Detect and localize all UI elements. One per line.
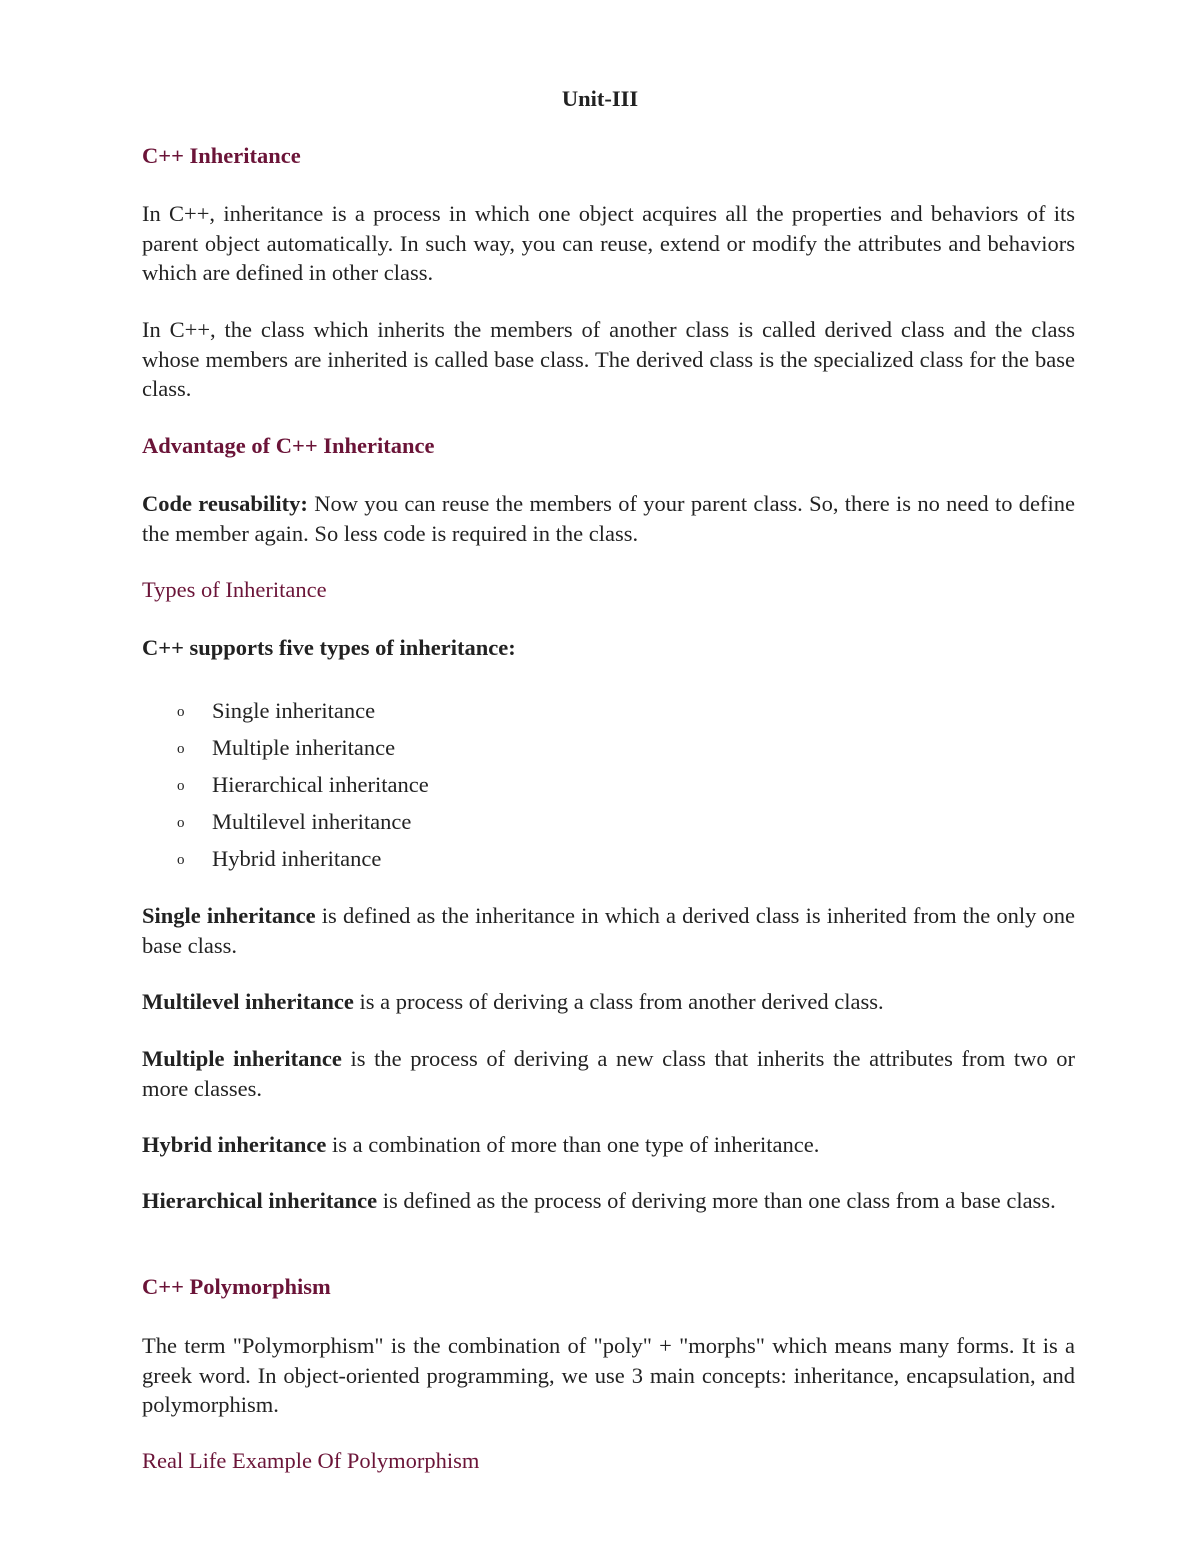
- definition-multiple: Multiple inheritance is the process of deriving a new class that inherits the attributes from two or more classes.: [142, 1046, 1076, 1101]
- paragraph-derived-base-class: In C++, the class which inherits the members of another class is called derived class and the class whose members are inherited is called base class. The derived class is the specialized class for the base class.: [142, 317, 1075, 401]
- types-intro: C++ supports five types of inheritance:: [142, 635, 516, 660]
- list-item: o Multiple inheritance: [142, 734, 1075, 771]
- bullet-icon: o: [177, 815, 185, 831]
- heading-advantage: Advantage of C++ Inheritance: [142, 433, 435, 458]
- heading-cpp-inheritance: C++ Inheritance: [142, 143, 301, 168]
- definition-multilevel: Multilevel inheritance is a process of deriving a class from another derived class.: [142, 989, 884, 1014]
- bullet-icon: o: [177, 778, 185, 794]
- definition-hybrid: Hybrid inheritance is a combination of more than one type of inheritance.: [142, 1132, 820, 1157]
- list-item: o Hybrid inheritance: [142, 845, 1075, 882]
- paragraph-inheritance-definition: In C++, inheritance is a process in which one object acquires all the properties and behaviors of its parent object automatically. In such way, you can reuse, extend or modify the attributes and behaviors which are defined in other class.: [142, 201, 1075, 285]
- paragraph-code-reusability: [142, 489, 1075, 548]
- paragraph-polymorphism: The term "Polymorphism" is the combination of "poly" + "morphs" which means many forms. It is a greek word. In object-oriented programming, we use 3 main concepts: inheritance, encapsulation, and polymorphism.: [142, 1333, 1075, 1417]
- bullet-icon: o: [177, 741, 185, 757]
- list-item: o Hierarchical inheritance: [142, 771, 1075, 808]
- list-item: o Single inheritance: [142, 697, 1075, 734]
- term-code-reusability: Code reusability:: [142, 491, 308, 516]
- list-item: o Multilevel inheritance: [142, 808, 1075, 845]
- heading-cpp-polymorphism: C++ Polymorphism: [142, 1274, 331, 1299]
- heading-real-life-example: Real Life Example Of Polymorphism: [142, 1448, 480, 1473]
- inheritance-types-list: [142, 697, 1075, 882]
- definition-single: Single inheritance is defined as the inheritance in which a derived class is inherited from the only one base class.: [142, 903, 1076, 958]
- bullet-icon: o: [177, 852, 185, 868]
- bullet-icon: o: [177, 704, 185, 720]
- text-code-reusability: Now you can reuse the members of your parent class. So, there is no need to define the member again. So less code is required in the class.: [142, 491, 1075, 546]
- document-title: Unit-III: [561, 86, 639, 111]
- definition-hierarchical: Hierarchical inheritance is defined as the process of deriving more than one class from a base class.: [142, 1188, 1056, 1213]
- heading-types-of-inheritance: Types of Inheritance: [142, 577, 327, 602]
